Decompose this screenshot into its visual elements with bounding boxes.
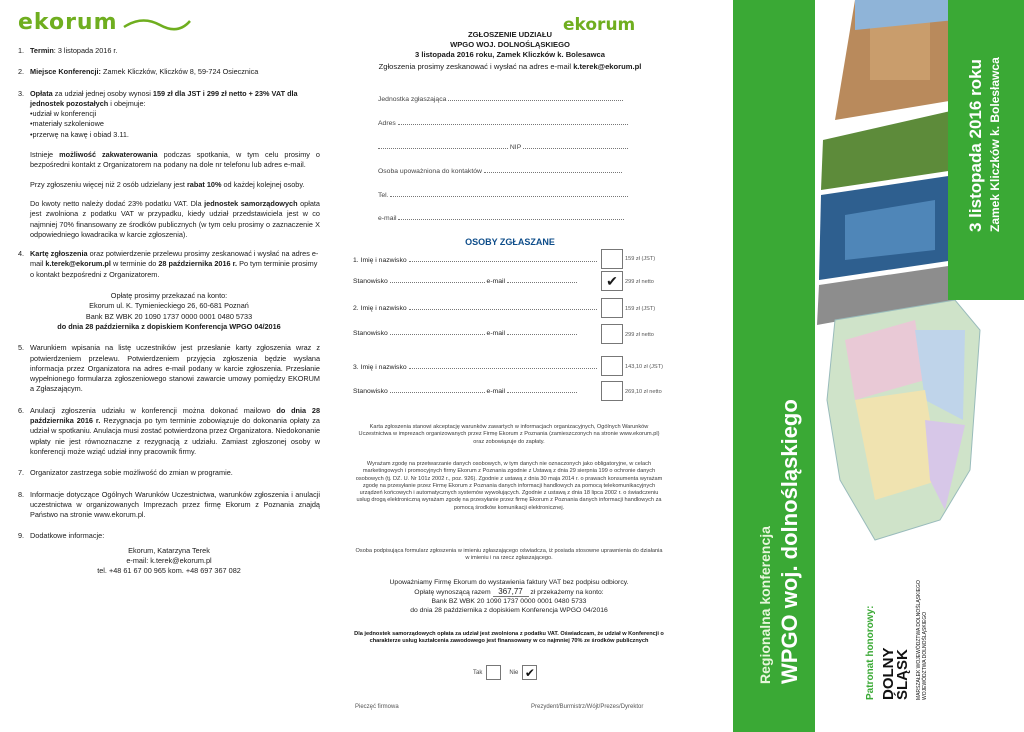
field-label: e-mail [378, 215, 397, 222]
payment-line: Bank BZ WBK 20 1090 1737 0000 0001 0480 5733 [85, 311, 253, 321]
item-number: 5. [18, 343, 25, 353]
person2-position[interactable] [353, 328, 577, 337]
item-text: Dodatkowe informacje: [30, 531, 105, 541]
payment-deadline: do dnia 28 października z dopiskiem Konferencja WPGO 04/2016 [57, 321, 281, 331]
field-line [398, 213, 624, 220]
field-line [390, 276, 485, 283]
info-item-8 [18, 490, 320, 521]
price-jst: 159 zł (JST) [625, 256, 656, 262]
info-item-fee [18, 89, 320, 140]
field-unit[interactable] [378, 94, 623, 103]
dolny-slask-logo [882, 648, 910, 701]
para-bold: możliwość zakwaterowania [59, 150, 158, 160]
para-text: od każdej kolejnej osoby. [221, 179, 305, 189]
field-line [507, 328, 577, 335]
item-text: w terminie do [110, 259, 159, 269]
regional-conference-title: Regionalna konferencja [757, 526, 773, 684]
signature-label: Prezydent/Burmistrz/Wójt/Prezes/Dyrektor [531, 704, 644, 710]
item-text: Warunkiem wpisania na listę uczestników jest przesłanie karty zgłoszenia wraz z potwierdzeniem przelewu. Potwierdzeniem przyjęcia zgłoszenia będzie wysłana informacja przez Organizatora na adres e-mail podany w karcie zgłoszenia. Przesłanie wypełnionego formularza zgłoszeniowego stanowi zawarcie umowy pomiędzy EKORUM a Zgłaszającym. [30, 343, 320, 394]
no-checkbox[interactable]: ✔ [522, 665, 537, 680]
item-text: Rezygnacja po tym terminie zobowiązuje do dokonania opłaty za udział w spotkaniu. Anulacja musi zostać potwierdzona przez Organizatora. Niedokonanie wpłaty nie jest równoznaczne z rezygnacją z udziału. Zamiast zgłoszonej osoby w konferencji może wziąć udział inny pracownik firmy. [30, 416, 321, 456]
contact-line: Ekorum, Katarzyna Terek [128, 545, 210, 555]
price-netto: 269,10 zł netto [625, 389, 662, 395]
logo-text: ekorum [563, 15, 636, 35]
cover-date: 3 listopada 2016 roku [966, 59, 985, 232]
jst-declaration: Dla jednostek samorządowych opłata za udział jest zwolniona z podatku VAT. Oświadczam, że udział w Konferencji o charakterze usług kształcenia zawodowego jest finansowany w co najmniej 70% ze środków publicznych [354, 631, 664, 645]
legal-authority: Osoba podpisująca formularz zgłoszenia w imieniu zgłaszającego oświadcza, iż posiada stosowne uprawnienia do działania w imieniu i na rzecz zgłaszającego. [355, 548, 663, 562]
patron-label: Patronat honorowy: [865, 605, 876, 700]
logo-swoosh-icon [122, 13, 192, 33]
sub-text: Zgłoszenia prosimy zeskanować i wysłać na adres e-mail [378, 62, 574, 71]
cover-spine [733, 0, 815, 732]
person1-netto-checkbox[interactable]: ✔ [601, 271, 623, 291]
item-number: 1. [18, 46, 25, 55]
yes-no-choice [473, 665, 537, 680]
item-text: i obejmuje: [108, 98, 146, 108]
person1-name[interactable] [353, 255, 597, 264]
row-label: Stanowisko [353, 388, 388, 395]
field-line [448, 94, 623, 101]
invoice-text: Upoważniamy Firmę Ekorum do wystawienia faktury VAT bez podpisu odbiorcy. [389, 579, 629, 586]
yes-checkbox[interactable] [486, 665, 501, 680]
field-contact-person[interactable] [378, 166, 622, 175]
row-label: e-mail [486, 278, 506, 285]
logo-text: ekorum [18, 9, 118, 35]
field-line [398, 118, 628, 125]
logo-word: DOLNY [880, 647, 897, 700]
para-bold: jednostek samorządowych [204, 198, 298, 208]
field-line [409, 303, 597, 310]
person3-position[interactable] [353, 386, 577, 395]
amount-line [353, 587, 665, 597]
registration-form [345, 0, 675, 732]
person2-netto-checkbox[interactable] [601, 324, 623, 344]
item-number: 7. [18, 468, 25, 478]
field-label: NIP [509, 144, 522, 151]
field-line [507, 276, 577, 283]
price-jst: 143,10 zł (JST) [625, 364, 663, 370]
item-number: 4. [18, 249, 25, 259]
item-number: 9. [18, 531, 25, 541]
item-number: 6. [18, 405, 25, 415]
info-item-5 [18, 343, 320, 394]
payment-line: Ekorum ul. K. Tymienieckiego 26, 60-681 Poznań [89, 301, 249, 311]
row-label: 3. Imię i nazwisko [353, 364, 407, 371]
heading-line: 3 listopada 2016 roku, Zamek Kliczków k. Bolesawca [415, 50, 605, 59]
field-nip[interactable] [378, 142, 628, 151]
para-text: opłata jest zwolniona z podatku VAT w przypadku, kiedy udział przedstawiciela jest w co najmniej 70% finansowany ze środków publicznych (w tym celu prosimy o zaznaczenie X odpowiedniego kwadracika w karcie zgłoszenia). [30, 198, 320, 239]
row-label: Stanowisko [353, 278, 388, 285]
contact-line: tel. +48 61 67 00 965 kom. +48 697 367 082 [97, 566, 241, 576]
people-title: OSOBY ZGŁASZANE [465, 237, 555, 247]
fee-price: 159 zł dla JST i 299 zł netto + 23% VAT dla jednostek pozostałych [30, 88, 298, 108]
vat-paragraph [30, 199, 320, 240]
item-number: 8. [18, 489, 25, 499]
wpgo-title: WPGO woj. dolnośląskiego [777, 399, 802, 684]
form-subheading [345, 62, 675, 71]
field-label: Osoba upoważniona do kontaktów [378, 168, 482, 175]
amount-input[interactable]: 367,77 [493, 587, 529, 597]
person3-jst-checkbox[interactable] [601, 356, 623, 376]
row-label: Stanowisko [353, 330, 388, 337]
caption-line: MARSZAŁEK WOJEWÓDZTWA DOLNOŚLĄSKIEGO [916, 580, 922, 700]
contact-block [18, 546, 320, 577]
para-text: Przy zgłoszeniu więcej niż 2 osób udzielany jest [30, 179, 187, 189]
field-address[interactable] [378, 118, 628, 127]
legal-consent: Wyrażam zgodę na przetwarzanie danych osobowych, w tym danych nie oznaczonych jako obligatoryjne, w celach marketingowych i promocyjnych firmy Ekorum z Poznania zgodnie z Ustawą z dnia 29 sierpnia 199 o ochronie danych osobowych (tj. DZ. U. Nr 101z 2002 r., poz. 926). Zgodnie z ustawą z dnia 30 maja 2014 r. o prawach konsumenta wyrażam zgodę na przesyłanie przez Firmę Ekorum z Poznania danych informacji handlowych za pomocą telekomunikacyjnych urządzeń końcowych i automatycznych systemów wywołujących. Zgodnie z ustawą z dnia 18 lipca 2002 r. o świadczeniu usług drogą elektroniczną wyrażam zgodę na przesyłanie przez firmę Ekorum z Poznania danych informacji handlowych za pomocą środków komunikacji elektronicznej. [355, 461, 663, 511]
email-link: k.terek@ekorum.pl [45, 259, 111, 269]
info-item-9 [18, 531, 320, 541]
field-line [409, 362, 597, 369]
info-item-place [18, 67, 320, 77]
amount-text: zł przekażemy na konto: [528, 589, 604, 596]
field-line [390, 328, 485, 335]
fee-bullet: •materiały szkoleniowe [30, 119, 104, 129]
caption-line: WOJEWÓDZTWA DOLNOŚLĄSKIEGO [922, 611, 928, 700]
stamp-label: Pieczęć firmowa [355, 704, 399, 710]
info-item-7 [18, 468, 320, 478]
bank-reference: do dnia 28 października z dopiskiem Konferencja WPGO 04/2016 [410, 607, 608, 614]
item-label: Termin [30, 46, 54, 55]
price-jst: 159 zł (JST) [625, 306, 656, 312]
person1-jst-checkbox[interactable] [601, 249, 623, 269]
field-line [378, 142, 508, 149]
row-label: 1. Imię i nazwisko [353, 257, 407, 264]
invoice-block [353, 578, 665, 615]
item-text: Anulacji zgłoszenia udziału w konferencji można dokonać mailowo [30, 405, 277, 415]
person3-netto-checkbox[interactable] [601, 381, 623, 401]
yes-label: Tak [473, 669, 483, 676]
accommodation-paragraph [30, 150, 320, 171]
discount-paragraph [30, 180, 320, 190]
email-link: k.terek@ekorum.pl [573, 62, 642, 71]
deadline: 28 października 2016 r. [158, 259, 238, 269]
ekorum-logo [18, 10, 320, 36]
para-bold: rabat 10% [186, 179, 222, 189]
person2-name[interactable] [353, 303, 597, 312]
marshal-caption [916, 580, 928, 700]
item-text: oraz potwierdzenie przelewu prosimy zeskanować i wysłać na adres e-mail [30, 249, 319, 269]
field-line [484, 166, 622, 173]
field-label: Tel. [378, 192, 389, 199]
field-label: Adres [378, 120, 396, 127]
payment-line: Opłatę prosimy przekazać na konto: [110, 291, 228, 301]
row-label: 2. Imię i nazwisko [353, 305, 407, 312]
item-text: Informacje dotyczące Ogólnych Warunków Uczestnictwa, warunków zgłoszenia i anulacji uczestnictwa w organizowanych Imprezach przez firmę Ekorum z Poznania znajdą Państwo na stronie www.ekorum.pl. [30, 489, 320, 520]
item-text: za udział jednej osoby wynosi [52, 88, 153, 98]
heading-line: ZGŁOSZENIE UDZIAŁU [468, 30, 552, 39]
fee-bullet: •przerwę na kawę i obiad 3.11. [30, 129, 129, 139]
item-number: 3. [18, 88, 25, 98]
item-label: Kartę zgłoszenia [30, 249, 88, 259]
person2-jst-checkbox[interactable] [601, 298, 623, 318]
person1-position[interactable] [353, 276, 577, 285]
para-text: Do kwoty netto należy dodać 23% podatku VAT. Dla [30, 198, 205, 208]
para-text: Istnieje [30, 150, 60, 160]
field-line [409, 255, 597, 262]
info-item-term [18, 46, 320, 56]
field-line [507, 386, 577, 393]
item-text: Po tym terminie prosimy o kontakt bezpośredni z Organizatorem. [30, 259, 318, 279]
cover-date-band [948, 0, 1024, 300]
price-netto: 299 zł netto [625, 332, 654, 338]
logo-word: ŚLĄSK [894, 649, 911, 700]
row-label: e-mail [486, 388, 506, 395]
field-phone[interactable] [378, 190, 628, 199]
para-text: podczas spotkania, w tym celu prosimy o bezpośredni kontakt z Organizatorem na podany na dole nr telefonu lub adres e-mail. [30, 150, 320, 170]
field-email[interactable] [378, 213, 624, 222]
item-label: Miejsce Konferencji: [30, 67, 101, 77]
info-item-card [18, 249, 320, 280]
deadline: do dnia 28 października 2016 r. [30, 405, 321, 426]
heading-line: WPGO WOJ. DOLNOŚLĄSKIEGO [450, 40, 570, 49]
amount-text: Opłatę wynoszącą razem [414, 589, 493, 596]
bank-account: Bank BZ WBK 20 1090 1737 0000 0001 0480 5733 [431, 598, 587, 605]
form-logo [563, 15, 635, 35]
info-column [0, 0, 338, 732]
contact-line: e-mail: k.terek@ekorum.pl [126, 555, 212, 565]
field-line [390, 190, 628, 197]
field-line [523, 142, 628, 149]
field-label: Jednostka zgłaszająca [378, 96, 447, 103]
price-netto: 299 zł netto [625, 279, 654, 285]
field-line [390, 386, 485, 393]
item-text: Zamek Kliczków, Kliczków 8, 59-724 Osiecznica [100, 67, 259, 77]
item-number: 2. [18, 67, 25, 77]
person3-name[interactable] [353, 362, 597, 371]
row-label: e-mail [486, 330, 506, 337]
info-item-6 [18, 406, 320, 457]
legal-terms: Karta zgłoszenia stanowi akceptację warunków zawartych w informacjach organizacyjnych, Ogólnych Warunków Uczestnictwa w imprezach organizowanych przez Firmę Ekorum z Poznania (zamieszczonych na stronie www.ekorum.pl) oraz zobowiązuje do zapłaty. [358, 424, 660, 445]
item-text: : 3 listopada 2016 r. [53, 46, 118, 55]
no-label: Nie [509, 669, 519, 676]
fee-bullet: •udział w konferencji [30, 109, 97, 119]
item-text: Organizator zastrzega sobie możliwość do zmian w programie. [30, 468, 233, 478]
item-label: Opłata [30, 88, 53, 98]
payment-block [18, 291, 320, 332]
cover-place: Zamek Kliczków k. Bolesławca [988, 57, 1002, 232]
